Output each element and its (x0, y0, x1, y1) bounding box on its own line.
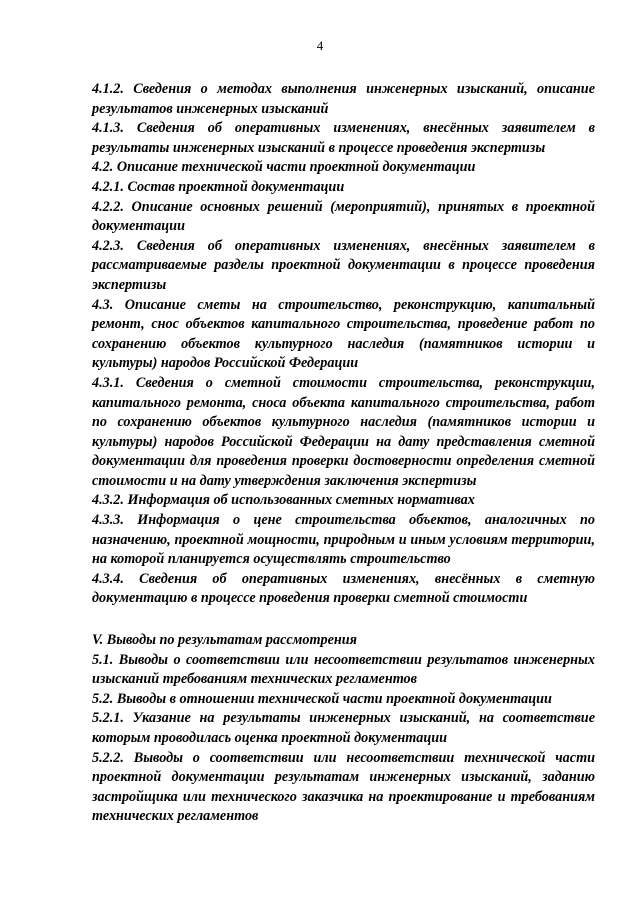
section-heading-5-2-2: 5.2.2. Выводы о соответствии или несоответствии технической части проектной документации результатам инженерных изысканий, заданию застройщика или технического заказчика на проектирование и требованиям технических регламентов (92, 749, 595, 825)
section-heading-4-1-2: 4.1.2. Сведения о методах выполнения инженерных изысканий, описание результатов инженерных изысканий (92, 81, 595, 117)
document-body (92, 80, 595, 827)
section-heading-4-2-3: 4.2.3. Сведения об оперативных изменениях, внесённых заявителем в рассматриваемые разделы проектной документации в процессе проведения экспертизы (92, 237, 595, 293)
section-heading-4-3-1: 4.3.1. Сведения о сметной стоимости строительства, реконструкции, капитального ремонта, сноса объекта капитального строительства, работ по сохранению объектов культурного наследия (памятников истории и культуры) народов Российской Федерации на дату представления сметной документации для проведения проверки достоверности определения сметной стоимости и на дату утверждения заключения экспертизы (92, 374, 595, 489)
section-gap (92, 609, 595, 631)
section-heading-4-2-1: 4.2.1. Состав проектной документации (92, 178, 345, 195)
section-heading-4-2-2: 4.2.2. Описание основных решений (мероприятий), принятых в проектной документации (92, 198, 595, 235)
section-heading-4-2: 4.2. Описание технической части проектной документации (92, 159, 476, 176)
section-heading-5-1: 5.1. Выводы о соответствии или несоответствии результатов инженерных изысканий требованиям технических регламентов (92, 651, 595, 688)
page-number: 4 (316, 38, 324, 53)
section-heading-4-3-3: 4.3.3. Информация о цене строительства объектов, аналогичных по назначению, проектной мощности, природным и иным условиям территории, на которой планируется осуществлять строительство (92, 512, 595, 568)
section-heading-5-2: 5.2. Выводы в отношении технической части проектной документации (92, 690, 552, 707)
section-heading-4-3-4: 4.3.4. Сведения об оперативных изменениях, внесённых в сметную документацию в процессе проведения проверки сметной стоимости (92, 570, 595, 607)
chapter-heading-v: V. Выводы по результатам рассмотрения (92, 632, 357, 649)
section-heading-5-2-1: 5.2.1. Указание на результаты инженерных изысканий, на соответствие которым проводилась оценка проектной документации (92, 710, 595, 746)
section-heading-4-3: 4.3. Описание сметы на строительство, реконструкцию, капитальный ремонт, снос объектов капитального строительства, проведение работ по сохранению объектов культурного наследия (памятников истории и культуры) народов Российской Федерации (92, 296, 595, 372)
section-heading-4-1-3: 4.1.3. Сведения об оперативных изменениях, внесённых заявителем в результаты инженерных изысканий в процессе проведения экспертизы (92, 120, 595, 156)
section-heading-4-3-2: 4.3.2. Информация об использованных сметных нормативах (92, 492, 475, 509)
